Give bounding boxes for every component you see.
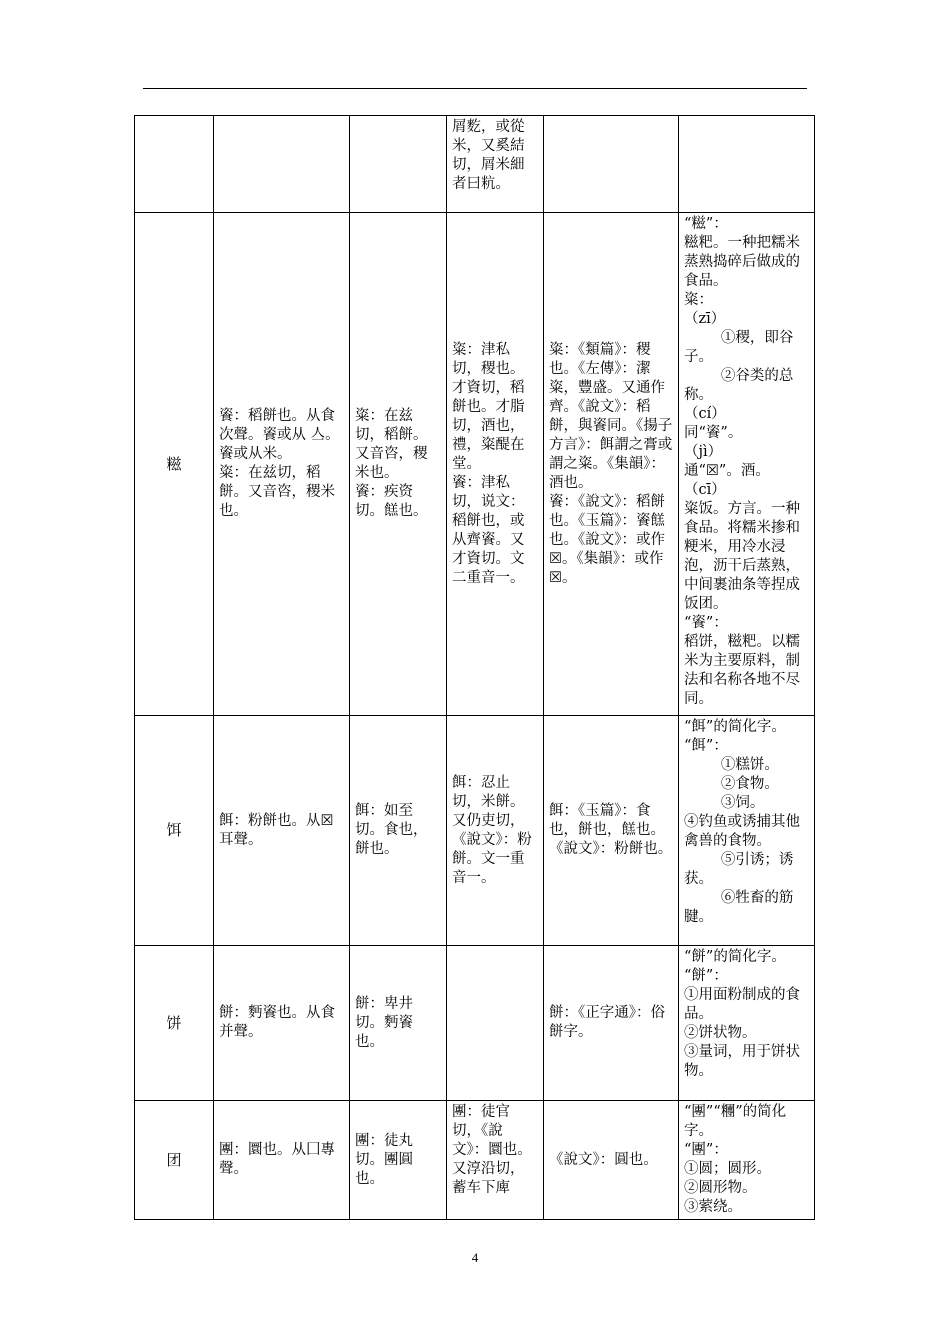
table-row — [135, 946, 815, 1101]
jiyun-cell: 屑麧，或從米，又奚結切，屑米細者曰粇。 — [447, 116, 544, 213]
yupian-cell: 團：徒丸切。團圓也。 — [350, 1101, 447, 1220]
kangxi-cell: 餌：《玉篇》：食也，餅也，餻也。《說文》：粉餅也。 — [544, 716, 679, 946]
yupian-cell: 餅：卑井切。麪餈也。 — [350, 946, 447, 1101]
dictionary-table — [134, 115, 815, 1220]
yupian-cell — [350, 116, 447, 213]
yupian-cell: 餌：如至切。食也，餅也。 — [350, 716, 447, 946]
page-number: 4 — [471, 1250, 479, 1265]
table-row — [135, 213, 815, 716]
modern-cell: “團”“糰”的简化字。 “團”： ①圆；圆形。 ②圆形物。 ③萦绕。 — [679, 1101, 815, 1220]
table-row — [135, 116, 815, 213]
shuowen-cell: 團：圜也。从囗專聲。 — [214, 1101, 350, 1220]
modern-cell: “餌”的简化字。 “餌”： ①糕饼。 ②食物。 ③饲。 ④钓鱼或诱捕其他禽兽的食物。 ⑤引诱；诱获。 ⑥牲畜的筋腱。 — [679, 716, 815, 946]
char-cell: 饵 — [135, 716, 214, 946]
modern-cell — [679, 116, 815, 213]
kangxi-cell — [544, 116, 679, 213]
shuowen-cell — [214, 116, 350, 213]
shuowen-cell: 餌：粉餅也。从☒耳聲。 — [214, 716, 350, 946]
jiyun-cell: 團：徒官切，《說文》：圜也。又淳沿切，蓄车下庳 — [447, 1101, 544, 1220]
char-cell: 糍 — [135, 213, 214, 716]
kangxi-cell: 粢：《類篇》：稷也。《左傳》：潔粢，豐盛。又通作齊。《說文》：稻餅，與餈同。《揚子方言》：餌謂之膏或謂之粢。《集韻》：酒也。 餈：《說文》：稻餅也。《玉篇》：餈餻也。《說文》：或作☒。《集韻》：或作☒。 — [544, 213, 679, 716]
kangxi-cell: 餅：《正字通》：俗餅字。 — [544, 946, 679, 1101]
jiyun-cell: 粢：津私切，稷也。才資切，稻餅也。才脂切，酒也，禮，粢醍在堂。 餈：津私切，说文：稻餅也，或从齊餈。又才資切。文二重音一。 — [447, 213, 544, 716]
table-row — [135, 1101, 815, 1220]
header-rule — [143, 88, 807, 89]
modern-cell: “糍”： 糍粑。一种把糯米蒸熟捣碎后做成的食品。 粢： （zī） ①稷，即谷子。 ②谷类的总称。 （cí） 同“餈”。 （jì） 通“☒”。酒。 （cī） 粢饭。方言。一种食品。将糯米掺和粳米，用冷水浸泡，沥干后蒸熟，中间裹油条等捏成饭团。 “餈”： 稻饼，糍粑。以糯米为主要原料，制法和名称各地不尽同。 — [679, 213, 815, 716]
table-row — [135, 716, 815, 946]
char-cell: 饼 — [135, 946, 214, 1101]
kangxi-cell: 《說文》：圓也。 — [544, 1101, 679, 1220]
shuowen-cell: 餈：稻餅也。从食次聲。餈或从 亼。餈或从米。 粢：在兹切，稻餅。又音咨，稷米也。 — [214, 213, 350, 716]
jiyun-cell: 餌：忍止切，米餅。又仍吏切，《說文》：粉餅。文一重音一。 — [447, 716, 544, 946]
char-cell: 团 — [135, 1101, 214, 1220]
char-cell — [135, 116, 214, 213]
shuowen-cell: 餅：麪餈也。从食并聲。 — [214, 946, 350, 1101]
modern-cell: “餅”的简化字。 “餅”： ①用面粉制成的食品。 ②饼状物。 ③量词，用于饼状物。 — [679, 946, 815, 1101]
jiyun-cell — [447, 946, 544, 1101]
yupian-cell: 粢：在兹切，稻餅。又音咨，稷米也。 餈：疾资切。餻也。 — [350, 213, 447, 716]
